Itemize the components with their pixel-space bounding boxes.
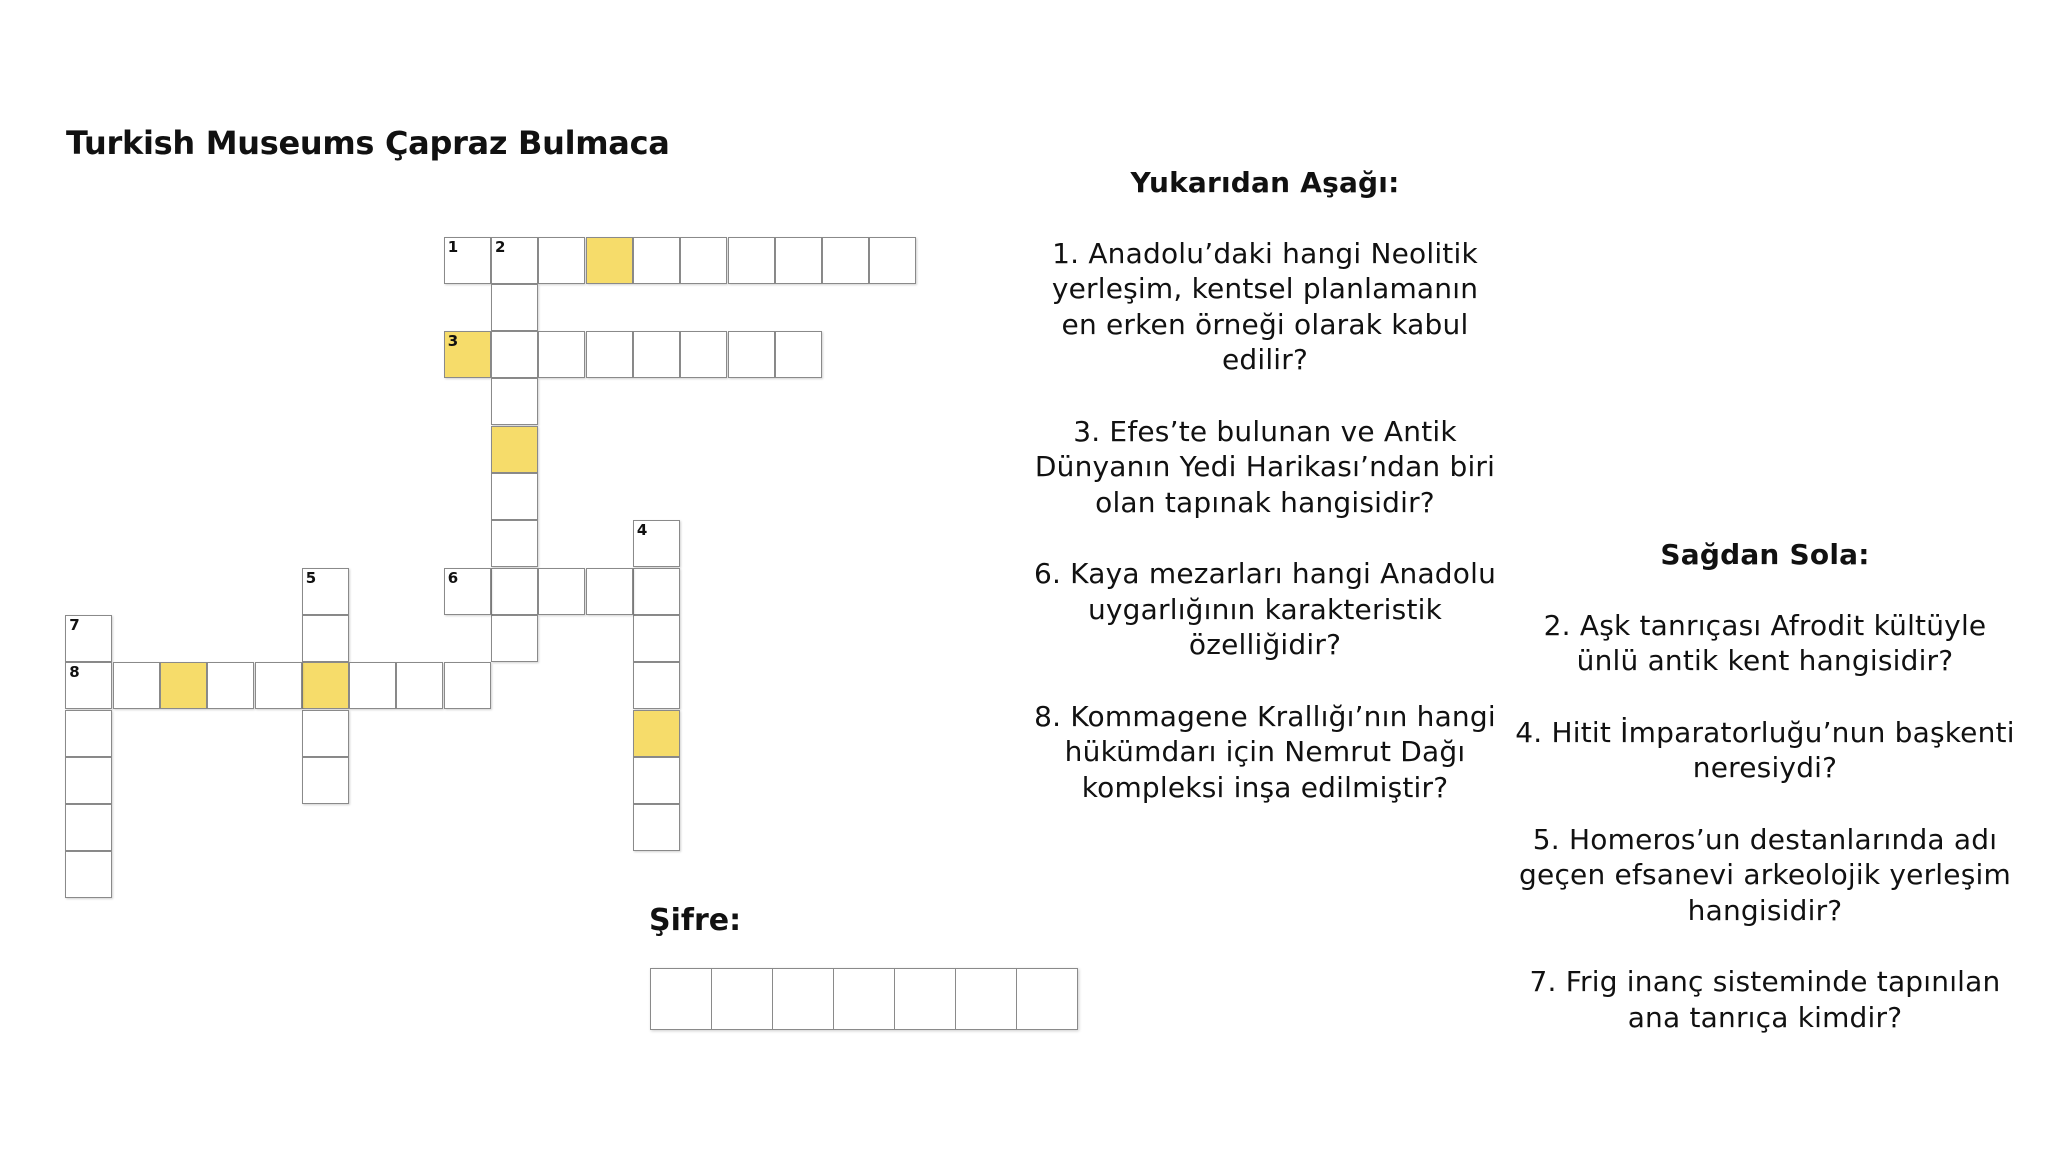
crossword-cell[interactable]	[65, 804, 112, 851]
crossword-cell[interactable]	[633, 568, 680, 615]
crossword-cell[interactable]	[65, 851, 112, 898]
sifre-letter-box[interactable]	[650, 968, 712, 1030]
crossword-cell[interactable]	[633, 520, 680, 567]
crossword-cell[interactable]	[538, 568, 585, 615]
crossword-cell[interactable]	[491, 520, 538, 567]
clue-number: 7	[69, 615, 80, 634]
crossword-cell[interactable]	[633, 615, 680, 662]
down-heading: Yukarıdan Aşağı:	[1130, 166, 1400, 199]
across-clue-2: 2. Aşk tanrıçası Afrodit kültüyle ünlü antik kent hangisidir?	[1543, 608, 1987, 677]
crossword-cell[interactable]	[491, 473, 538, 520]
crossword-cell[interactable]	[586, 331, 633, 378]
crossword-cell[interactable]	[775, 331, 822, 378]
sifre-letter-box[interactable]	[772, 968, 834, 1030]
crossword-cell[interactable]	[444, 237, 491, 284]
down-clue-3: 3. Efes’te bulunan ve Antik Dünyanın Yedi Harikası’ndan biri olan tapınak hangisidir?	[1034, 414, 1496, 519]
crossword-cell-highlighted[interactable]	[160, 662, 207, 709]
across-clue-7: 7. Frig inanç sisteminde tapınılan ana tanrıça kimdir?	[1529, 965, 2001, 1034]
across-heading: Sağdan Sola:	[1660, 538, 1870, 571]
crossword-cell[interactable]	[444, 662, 491, 709]
down-clue-1: 1. Anadolu’daki hangi Neolitik yerleşim, kentsel planlamanın en erken örneği olarak kabul edilir?	[1051, 236, 1479, 376]
crossword-cell[interactable]	[775, 237, 822, 284]
crossword-cell-highlighted[interactable]	[302, 662, 349, 709]
sifre-letter-box[interactable]	[833, 968, 895, 1030]
sifre-letter-box[interactable]	[894, 968, 956, 1030]
crossword-cell[interactable]	[255, 662, 302, 709]
crossword-cell[interactable]	[728, 237, 775, 284]
clue-number: 5	[305, 568, 317, 587]
clue-number: 6	[447, 568, 459, 587]
crossword-cell[interactable]	[633, 662, 680, 709]
crossword-cell[interactable]	[444, 568, 491, 615]
crossword-cell[interactable]	[349, 662, 396, 709]
across-clue-4: 4. Hitit İmparatorluğu’nun başkenti neresiydi?	[1515, 715, 2015, 784]
crossword-cell[interactable]	[680, 331, 727, 378]
crossword-cell[interactable]	[302, 710, 349, 757]
crossword-cell-highlighted[interactable]	[633, 710, 680, 757]
clue-number: 4	[636, 521, 648, 540]
crossword-cell[interactable]	[207, 662, 254, 709]
crossword-cell[interactable]	[65, 615, 112, 662]
crossword-cell[interactable]	[65, 710, 112, 757]
crossword-cell-highlighted[interactable]	[444, 331, 491, 378]
crossword-cell[interactable]	[728, 331, 775, 378]
crossword-cell[interactable]	[822, 237, 869, 284]
crossword-cell[interactable]	[113, 662, 160, 709]
clue-number: 2	[495, 237, 506, 256]
crossword-grid	[0, 0, 1000, 920]
puzzle-title: Turkish Museums Çapraz Bulmaca	[66, 124, 670, 162]
crossword-cell[interactable]	[538, 237, 585, 284]
sifre-answer-row	[650, 968, 1078, 1030]
clue-number: 3	[447, 332, 459, 351]
sifre-letter-box[interactable]	[955, 968, 1017, 1030]
down-clues-panel	[1030, 165, 1500, 841]
down-clue-6: 6. Kaya mezarları hangi Anadolu uygarlığının karakteristik özelliğidir?	[1033, 557, 1497, 661]
crossword-cell[interactable]	[491, 237, 538, 284]
crossword-cell[interactable]	[491, 331, 538, 378]
crossword-cell[interactable]	[633, 331, 680, 378]
across-clues-panel	[1515, 537, 2015, 1071]
sifre-letter-box[interactable]	[1016, 968, 1078, 1030]
crossword-cell[interactable]	[65, 662, 112, 709]
crossword-cell[interactable]	[302, 757, 349, 804]
sifre-letter-box[interactable]	[711, 968, 773, 1030]
crossword-cell[interactable]	[491, 615, 538, 662]
crossword-cell-highlighted[interactable]	[491, 426, 538, 473]
crossword-cell[interactable]	[586, 568, 633, 615]
crossword-cell[interactable]	[396, 662, 443, 709]
crossword-cell[interactable]	[633, 757, 680, 804]
down-clue-8: 8. Kommagene Krallığı’nın hangi hükümdarı için Nemrut Dağı kompleksi inşa edilmiştir?	[1034, 699, 1496, 804]
crossword-cell[interactable]	[302, 568, 349, 615]
across-clue-5: 5. Homeros’un destanlarında adı geçen efsanevi arkeolojik yerleşim hangisidir?	[1519, 822, 2011, 927]
crossword-cell[interactable]	[633, 237, 680, 284]
crossword-cell[interactable]	[491, 284, 538, 331]
crossword-cell[interactable]	[680, 237, 727, 284]
crossword-cell[interactable]	[538, 331, 585, 378]
sifre-label: Şifre:	[649, 903, 742, 938]
crossword-cell[interactable]	[302, 615, 349, 662]
crossword-cell[interactable]	[491, 378, 538, 425]
clue-number: 8	[69, 663, 80, 682]
crossword-cell[interactable]	[491, 568, 538, 615]
clue-number: 1	[447, 237, 459, 256]
crossword-cell[interactable]	[869, 237, 916, 284]
crossword-cell[interactable]	[633, 804, 680, 851]
crossword-cell[interactable]	[65, 757, 112, 804]
crossword-cell-highlighted[interactable]	[586, 237, 633, 284]
